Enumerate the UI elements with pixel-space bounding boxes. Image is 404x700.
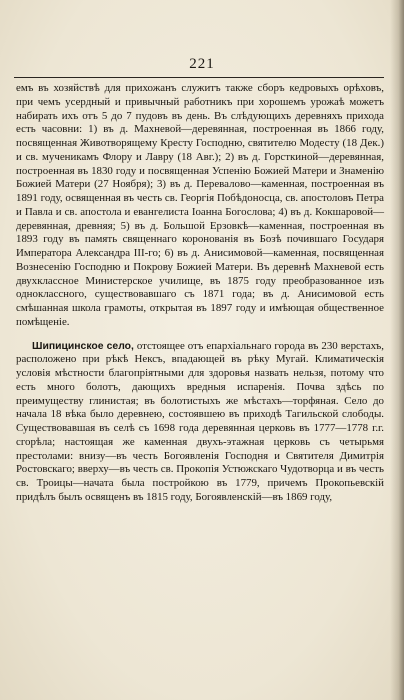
paragraph-lead-heading: Шипицинское село, — [32, 340, 134, 352]
header-rule — [14, 77, 384, 78]
page-number: 221 — [189, 56, 215, 72]
paragraph-text: отстоящее отъ епархіальнаго города въ 230 верстахъ, расположено при рѣкѣ Нексъ, впадающей въ рѣку Мугай. Климатическія условія мѣстности благопріятными для здоровья назвать нельзя, потому что есть много болотъ, дающихъ вредныя испаренія. Почва здѣсь по преимуществу глинистая; въ болотистыхъ же мѣстахъ—торфяная. Село до начала 18 вѣка было деревнею, состоявшею въ приходѣ Тагильской слободы. Существовавшая въ селѣ съ 1698 года деревянная церковь въ 1777—1778 г.г. сгорѣла; настоящая же каменная двухъ-этажная церковь съ четырьмя престолами: внизу—въ честь Богоявленія Господня и Святителя Димитрія Ростовскаго; вверху—въ честь св. Прокопія Устюжскаго Чудотворца и въ честь св. Троицы—начата была постройкою въ 1779, причемъ Прокопьевскій придѣлъ былъ освященъ въ 1815 году, Богоявленскій—въ 1869 году, — [16, 339, 384, 503]
paragraph-text: емъ въ хозяйствѣ для прихожанъ служитъ также сборъ кедровыхъ орѣховъ, при чемъ усердный и привычный работникъ при хорошемъ урожаѣ можетъ набирать ихъ отъ 5 до 7 пудовъ въ день. Въ слѣдующихъ деревняхъ прихода есть часовни: 1) въ д. Махневой—деревянная, построенная въ 1866 году, посвященная Животворящему Кресту Господню, святителю Модесту (18 Дек.) и св. мученикамъ Флору и Лавру (18 Авг.); 2) въ д. Горсткиной—деревянная, построенная въ 1830 году и посвященная Успенію Божией Матери и Знаменію Божией Матери (27 Ноября); 3) въ д. Перевалово—каменная, построенная въ 1891 году, освященная въ честь св. Георгія Побѣдоносца, св. апостоловъ Петра и Павла и св. апостола и евангелиста Іоанна Богослова; 4) въ д. Кокшаровой—деревянная, древняя; 5) въ д. Большой Ерзовкѣ—каменная, построенная въ 1893 году въ память священнаго коронованія въ Бозѣ почившаго Государя Императора Александра III-го; 6) въ д. Анисимовой—каменная, посвященная Вознесенію Господню и Покрову Божией Матери. Въ деревнѣ Махневой есть двухклассное Министерское училище, въ 1875 году преобразованное изъ одноклассного, существовавшаго съ 1871 года; въ д. Анисимовой есть смѣшанная школа грамоты, открытая въ 1897 году и имѣющая общественное помѣщеніе. — [16, 82, 384, 328]
body-text — [16, 82, 384, 505]
paragraph-continuation — [16, 82, 384, 330]
paragraph-shipitsinskoe — [16, 340, 384, 505]
book-spine-shadow — [390, 0, 404, 700]
